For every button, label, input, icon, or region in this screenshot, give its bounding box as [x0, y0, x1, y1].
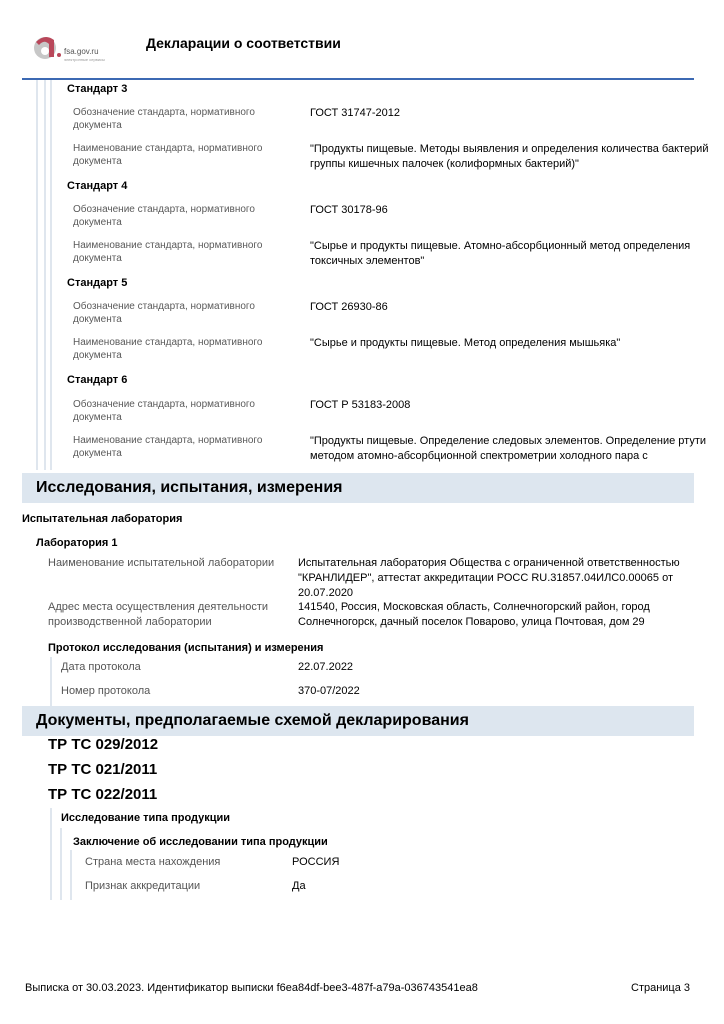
nesting-line [50, 80, 52, 470]
logo-subtitle: электронные сервисы [64, 57, 105, 62]
regulation: ТР ТС 029/2012 [48, 736, 159, 753]
standard-name: "Сырье и продукты пищевые. Атомно-абсорбционный метод определения токсичных элементов" [310, 240, 691, 267]
lab-address-label: Адрес места осуществления деятельности производственной лаборатории [48, 601, 269, 628]
standard-code: ГОСТ 30178-96 [310, 204, 388, 216]
nesting-line [44, 80, 46, 470]
standard-title: Стандарт 5 [67, 277, 128, 289]
footer-extract-info: Выписка от 30.03.2023. Идентификатор выписки f6ea84df-bee3-487f-a79a-036743541ea8 [25, 982, 478, 994]
section-documents-title: Документы, предполагаемые схемой декларирования [36, 712, 469, 729]
protocol-number-label: Номер протокола [61, 685, 151, 697]
standard-title: Стандарт 3 [67, 83, 128, 95]
regulation: ТР ТС 021/2011 [48, 761, 158, 778]
standard-code: ГОСТ 26930-86 [310, 301, 388, 313]
fsa-logo [32, 32, 132, 68]
conclusion-title: Заключение об исследовании типа продукции [73, 836, 328, 848]
nesting-line [50, 657, 52, 707]
protocol-number: 370-07/2022 [298, 685, 360, 697]
country-value: РОССИЯ [292, 856, 340, 868]
section-research [22, 473, 694, 503]
country-label: Страна места нахождения [85, 856, 221, 868]
standard-name: "Продукты пищевые. Методы выявления и определения количества бактерий группы кишечных палочек (колиформных бактерий)" [310, 143, 709, 170]
protocol-title: Протокол исследования (испытания) и измерения [48, 642, 324, 654]
section-documents [22, 706, 694, 736]
logo-site: fsa.gov.ru [64, 47, 99, 56]
nesting-line [60, 828, 62, 900]
lab-name: Испытательная лаборатория Общества с ограниченной ответственностью "КРАНЛИДЕР", аттестат аккредитации РОСС RU.31857.04ИЛС0.00065 от 20.07.2020 [298, 557, 680, 599]
lab-group-title: Испытательная лаборатория [22, 513, 183, 525]
standard-name-label: Наименование стандарта, нормативного документа [73, 143, 263, 167]
standard-code-label: Обозначение стандарта, нормативного документа [73, 204, 255, 228]
regulation: ТР ТС 022/2011 [48, 786, 158, 803]
standard-name: "Продукты пищевые. Определение следовых элементов. Определение ртути методом атомно-абсорбционной спектрометрии холодного пара с [310, 435, 707, 462]
lab-name-label: Наименование испытательной лаборатории [48, 557, 275, 569]
standard-code: ГОСТ Р 53183-2008 [310, 399, 411, 411]
accreditation-value: Да [292, 880, 306, 892]
standard-code-label: Обозначение стандарта, нормативного документа [73, 399, 255, 423]
nesting-line [50, 808, 52, 900]
nesting-line [70, 850, 72, 900]
section-research-title: Исследования, испытания, измерения [36, 479, 343, 496]
standard-name: "Сырье и продукты пищевые. Метод определения мышьяка" [310, 337, 621, 349]
standards-list [36, 80, 708, 470]
lab-address: 141540, Россия, Московская область, Солнечногорский район, город Солнечногорск, дачный поселок Поварово, улица Почтовая, дом 29 [298, 601, 650, 628]
standard-code: ГОСТ 31747-2012 [310, 107, 400, 119]
fsa-logo-icon [32, 32, 62, 62]
footer-page-number: Страница 3 [631, 982, 691, 994]
protocol-date: 22.07.2022 [298, 661, 354, 673]
standard-name-label: Наименование стандарта, нормативного документа [73, 337, 263, 361]
protocol-date-label: Дата протокола [61, 661, 141, 673]
nesting-line [36, 80, 38, 470]
page-title: Декларации о соответствии [146, 35, 341, 51]
accreditation-label: Признак аккредитации [85, 880, 201, 892]
standard-code-label: Обозначение стандарта, нормативного документа [73, 107, 255, 131]
study-title: Исследование типа продукции [61, 812, 231, 824]
standard-code-label: Обозначение стандарта, нормативного документа [73, 301, 255, 325]
standard-name-label: Наименование стандарта, нормативного документа [73, 240, 263, 264]
standard-title: Стандарт 4 [67, 180, 128, 192]
standard-title: Стандарт 6 [67, 374, 128, 386]
lab-title: Лаборатория 1 [36, 537, 118, 549]
standard-name-label: Наименование стандарта, нормативного документа [73, 435, 263, 459]
